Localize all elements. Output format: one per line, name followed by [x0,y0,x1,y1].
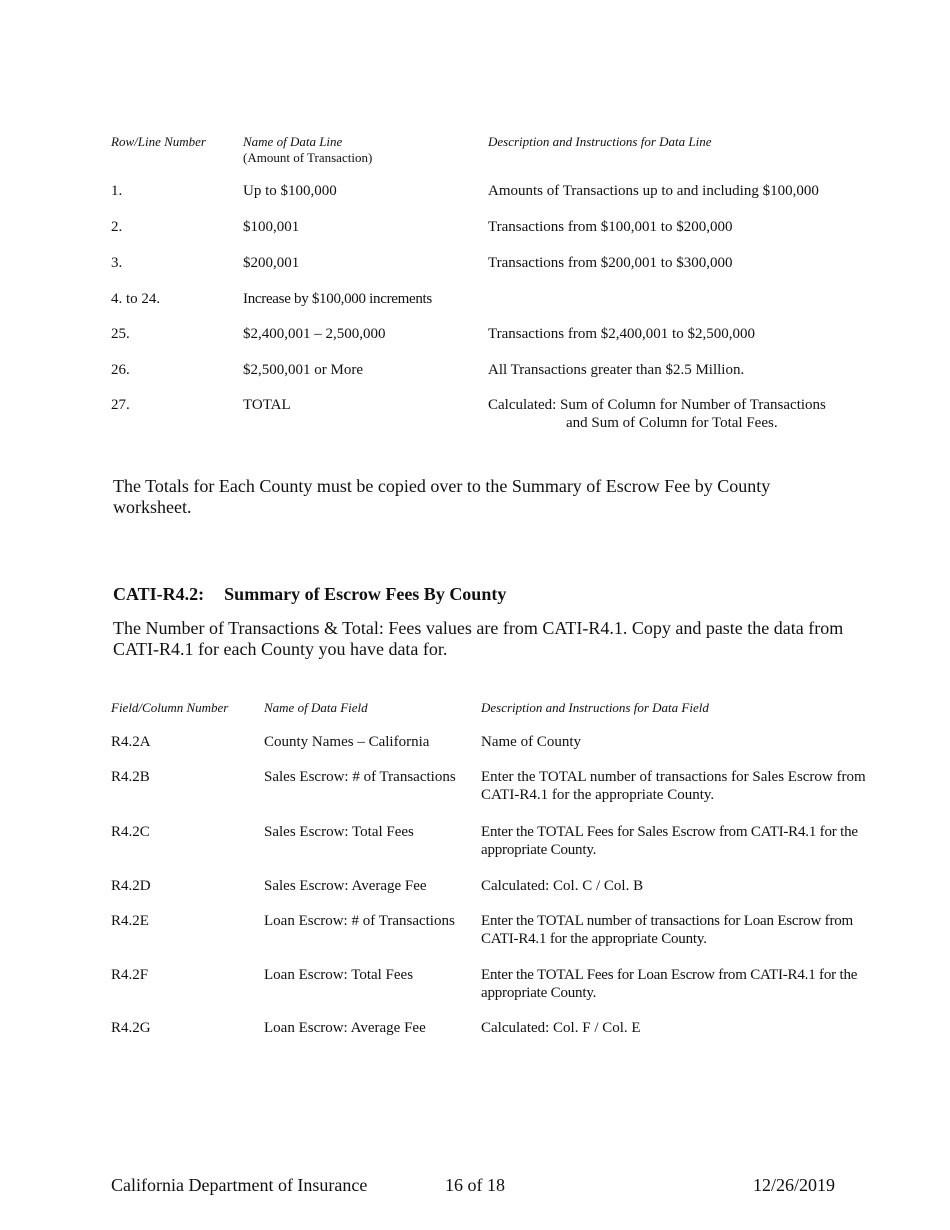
table1-row-26-num: 26. [111,362,130,378]
table1-row-1-name: Up to $100,000 [243,183,337,199]
table2-row-g-num: R4.2G [111,1020,151,1036]
section-heading [113,583,506,605]
table2-header-name: Name of Data Field [264,700,368,715]
section-title: Summary of Escrow Fees By County [224,584,507,604]
table1-header-row-line: Row/Line Number [111,134,206,149]
table1-row-3-name: $200,001 [243,255,300,271]
table1-row-3-num: 3. [111,255,123,271]
table1-header-name [243,134,372,166]
table1-row-1-desc: Amounts of Transactions up to and including $100,000 [488,183,819,199]
table2-row-f-desc: Enter the TOTAL Fees for Loan Escrow from CATI-R4.1 for the appropriate County. [481,967,858,1001]
footer-organization: California Department of Insurance [111,1175,368,1195]
totals-instruction-paragraph: The Totals for Each County must be copied over to the Summary of Escrow Fee by County worksheet. [113,476,771,517]
footer-page-number: 16 of 18 [445,1175,505,1195]
table1-row-2-name: $100,001 [243,219,300,235]
table2-row-g-name: Loan Escrow: Average Fee [264,1020,426,1036]
footer-date: 12/26/2019 [753,1175,836,1195]
table1-row-27-desc [488,396,826,432]
table2-row-e-num: R4.2E [111,913,149,929]
table2-row-c-num: R4.2C [111,824,150,840]
table2-row-g-desc: Calculated: Col. F / Col. E [481,1020,641,1036]
table1-row-26-desc: All Transactions greater than $2.5 Million. [488,362,745,378]
table1-row-26-name: $2,500,001 or More [243,362,363,378]
table1-row-4-num: 4. to 24. [111,291,161,307]
table1-row-4-name: Increase by $100,000 increments [243,291,432,307]
table2-row-c-name: Sales Escrow: Total Fees [264,824,414,840]
table1-header-desc: Description and Instructions for Data Line [488,134,712,149]
table2-row-f-num: R4.2F [111,967,149,983]
table1-row-27-desc-line2: and Sum of Column for Total Fees. [566,415,778,431]
table1-row-1-num: 1. [111,183,123,199]
table1-row-25-name: $2,400,001 – 2,500,000 [243,326,386,342]
table1-row-3-desc: Transactions from $200,001 to $300,000 [488,255,733,271]
table2-header-field: Field/Column Number [111,700,229,715]
table2-row-e-name: Loan Escrow: # of Transactions [264,913,455,929]
table2-header-desc: Description and Instructions for Data Field [481,700,709,715]
table2-row-b-num: R4.2B [111,769,150,785]
table1-row-27-desc-line1: Calculated: Sum of Column for Number of Transactions [488,397,826,413]
table2-row-d-num: R4.2D [111,878,151,894]
table1-row-2-num: 2. [111,219,123,235]
table2-row-f-name: Loan Escrow: Total Fees [264,967,414,983]
section-code: CATI-R4.2: [113,584,205,604]
table1-row-27-num: 27. [111,397,130,413]
table1-row-25-num: 25. [111,326,130,342]
table2-row-b-desc: Enter the TOTAL number of transactions for Sales Escrow from CATI-R4.1 for the appropriate County. [481,769,866,803]
table2-row-a-desc: Name of County [481,734,581,750]
table2-row-b-name: Sales Escrow: # of Transactions [264,769,456,785]
table2-row-d-desc: Calculated: Col. C / Col. B [481,878,644,894]
table2-row-a-name: County Names – California [264,734,430,750]
table1-row-25-desc: Transactions from $2,400,001 to $2,500,000 [488,326,755,342]
table2-row-a-num: R4.2A [111,734,151,750]
table2-row-e-desc: Enter the TOTAL number of transactions for Loan Escrow from CATI-R4.1 for the appropriate County. [481,913,854,947]
table1-row-27-name: TOTAL [243,397,291,413]
table2-row-c-desc: Enter the TOTAL Fees for Sales Escrow from CATI-R4.1 for the appropriate County. [481,824,858,858]
summary-instruction-paragraph: The Number of Transactions & Total: Fees values are from CATI-R4.1. Copy and paste the data from CATI-R4.1 for each County you have data for. [113,618,844,659]
table1-row-2-desc: Transactions from $100,001 to $200,000 [488,219,733,235]
table1-header-name-label: Name of Data Line [243,134,343,149]
table2-row-d-name: Sales Escrow: Average Fee [264,878,427,894]
table1-header-name-sub: (Amount of Transaction) [243,150,373,165]
